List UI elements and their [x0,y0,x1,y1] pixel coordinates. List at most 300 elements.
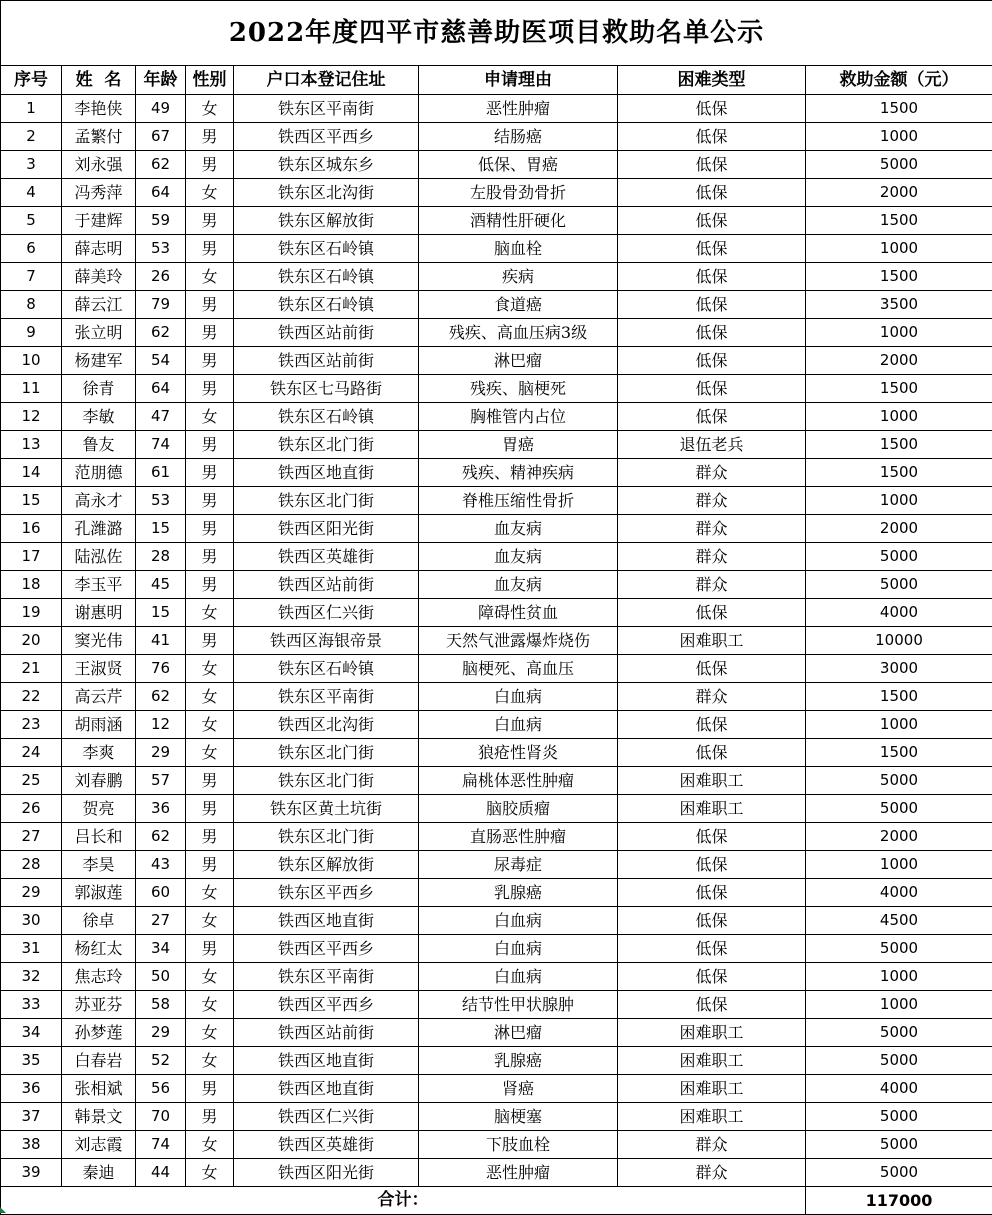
cell-index[interactable]: 39 [1,1159,62,1187]
cell-gender[interactable]: 男 [186,543,234,571]
cell-hardship-type[interactable]: 低保 [618,711,806,739]
cell-name[interactable]: 鲁友 [62,431,136,459]
cell-index[interactable]: 23 [1,711,62,739]
cell-name[interactable]: 范朋德 [62,459,136,487]
cell-hardship-type[interactable]: 低保 [618,263,806,291]
cell-gender[interactable]: 女 [186,599,234,627]
cell-name[interactable]: 刘志霞 [62,1131,136,1159]
cell-index[interactable]: 7 [1,263,62,291]
cell-hardship-type[interactable]: 低保 [618,123,806,151]
cell-hardship-type[interactable]: 困难职工 [618,1047,806,1075]
cell-index[interactable]: 35 [1,1047,62,1075]
cell-age[interactable]: 15 [136,515,186,543]
cell-hardship-type[interactable]: 低保 [618,963,806,991]
cell-hardship-type[interactable]: 低保 [618,347,806,375]
cell-hardship-type[interactable]: 低保 [618,95,806,123]
cell-hardship-type[interactable]: 低保 [618,319,806,347]
cell-amount[interactable]: 1000 [806,487,992,515]
cell-age[interactable]: 62 [136,319,186,347]
cell-name[interactable]: 孙梦莲 [62,1019,136,1047]
cell-reason[interactable]: 脑胶质瘤 [419,795,618,823]
cell-amount[interactable]: 1500 [806,459,992,487]
cell-address[interactable]: 铁东区石岭镇 [234,403,419,431]
cell-reason[interactable]: 疾病 [419,263,618,291]
cell-age[interactable]: 74 [136,1131,186,1159]
cell-amount[interactable]: 5000 [806,1131,992,1159]
cell-age[interactable]: 67 [136,123,186,151]
header-cell-hardship-type[interactable]: 困难类型 [618,66,806,95]
cell-name[interactable]: 王淑贤 [62,655,136,683]
cell-amount[interactable]: 1000 [806,711,992,739]
cell-amount[interactable]: 5000 [806,571,992,599]
cell-name[interactable]: 谢惠明 [62,599,136,627]
cell-reason[interactable]: 脑梗塞 [419,1103,618,1131]
cell-hardship-type[interactable]: 低保 [618,291,806,319]
cell-gender[interactable]: 男 [186,935,234,963]
cell-address[interactable]: 铁西区平西乡 [234,935,419,963]
cell-age[interactable]: 79 [136,291,186,319]
cell-name[interactable]: 杨建军 [62,347,136,375]
cell-address[interactable]: 铁东区石岭镇 [234,655,419,683]
cell-reason[interactable]: 脊椎压缩性骨折 [419,487,618,515]
cell-amount[interactable]: 5000 [806,1159,992,1187]
cell-gender[interactable]: 男 [186,571,234,599]
cell-address[interactable]: 铁东区北门街 [234,823,419,851]
cell-reason[interactable]: 淋巴瘤 [419,1019,618,1047]
cell-name[interactable]: 薛志明 [62,235,136,263]
cell-reason[interactable]: 乳腺癌 [419,879,618,907]
cell-reason[interactable]: 血友病 [419,543,618,571]
cell-reason[interactable]: 白血病 [419,711,618,739]
cell-index[interactable]: 32 [1,963,62,991]
cell-name[interactable]: 薛云江 [62,291,136,319]
cell-hardship-type[interactable]: 群众 [618,459,806,487]
cell-age[interactable]: 49 [136,95,186,123]
cell-gender[interactable]: 男 [186,347,234,375]
cell-name[interactable]: 李敏 [62,403,136,431]
cell-index[interactable]: 4 [1,179,62,207]
cell-address[interactable]: 铁东区石岭镇 [234,263,419,291]
cell-address[interactable]: 铁西区阳光街 [234,515,419,543]
cell-reason[interactable]: 白血病 [419,963,618,991]
cell-name[interactable]: 李昊 [62,851,136,879]
cell-reason[interactable]: 酒精性肝硬化 [419,207,618,235]
cell-address[interactable]: 铁西区英雄街 [234,1131,419,1159]
cell-index[interactable]: 1 [1,95,62,123]
cell-amount[interactable]: 1000 [806,963,992,991]
cell-gender[interactable]: 男 [186,627,234,655]
cell-age[interactable]: 26 [136,263,186,291]
cell-name[interactable]: 郭淑莲 [62,879,136,907]
cell-gender[interactable]: 男 [186,375,234,403]
cell-index[interactable]: 29 [1,879,62,907]
cell-address[interactable]: 铁西区站前街 [234,1019,419,1047]
cell-hardship-type[interactable]: 困难职工 [618,767,806,795]
cell-index[interactable]: 37 [1,1103,62,1131]
header-cell-address[interactable]: 户口本登记住址 [234,66,419,95]
cell-reason[interactable]: 淋巴瘤 [419,347,618,375]
cell-hardship-type[interactable]: 低保 [618,907,806,935]
cell-index[interactable]: 12 [1,403,62,431]
cell-address[interactable]: 铁东区北门街 [234,739,419,767]
cell-index[interactable]: 38 [1,1131,62,1159]
cell-index[interactable]: 19 [1,599,62,627]
cell-amount[interactable]: 1500 [806,431,992,459]
cell-amount[interactable]: 2000 [806,823,992,851]
cell-gender[interactable]: 男 [186,459,234,487]
header-cell-name[interactable]: 姓 名 [62,66,136,95]
cell-index[interactable]: 8 [1,291,62,319]
cell-age[interactable]: 58 [136,991,186,1019]
cell-gender[interactable]: 女 [186,963,234,991]
cell-amount[interactable]: 1500 [806,95,992,123]
cell-name[interactable]: 苏亚芬 [62,991,136,1019]
cell-amount[interactable]: 5000 [806,1019,992,1047]
cell-name[interactable]: 韩景文 [62,1103,136,1131]
cell-address[interactable]: 铁东区北门街 [234,767,419,795]
cell-amount[interactable]: 1000 [806,851,992,879]
cell-age[interactable]: 62 [136,683,186,711]
cell-index[interactable]: 9 [1,319,62,347]
cell-gender[interactable]: 女 [186,1047,234,1075]
cell-age[interactable]: 52 [136,1047,186,1075]
cell-gender[interactable]: 男 [186,795,234,823]
cell-gender[interactable]: 男 [186,515,234,543]
cell-age[interactable]: 44 [136,1159,186,1187]
cell-address[interactable]: 铁西区地直街 [234,459,419,487]
cell-address[interactable]: 铁东区城东乡 [234,151,419,179]
cell-name[interactable]: 张相斌 [62,1075,136,1103]
cell-reason[interactable]: 残疾、脑梗死 [419,375,618,403]
cell-gender[interactable]: 男 [186,319,234,347]
cell-amount[interactable]: 4000 [806,879,992,907]
cell-name[interactable]: 胡雨涵 [62,711,136,739]
cell-hardship-type[interactable]: 低保 [618,935,806,963]
cell-hardship-type[interactable]: 群众 [618,1131,806,1159]
cell-amount[interactable]: 1000 [806,403,992,431]
cell-amount[interactable]: 1500 [806,739,992,767]
cell-reason[interactable]: 乳腺癌 [419,1047,618,1075]
cell-name[interactable]: 陆泓佐 [62,543,136,571]
cell-amount[interactable]: 5000 [806,1103,992,1131]
cell-address[interactable]: 铁东区北门街 [234,431,419,459]
cell-reason[interactable]: 狼疮性肾炎 [419,739,618,767]
cell-gender[interactable]: 男 [186,291,234,319]
cell-amount[interactable]: 4000 [806,599,992,627]
cell-hardship-type[interactable]: 退伍老兵 [618,431,806,459]
cell-gender[interactable]: 男 [186,207,234,235]
cell-address[interactable]: 铁西区仁兴街 [234,1103,419,1131]
cell-reason[interactable]: 障碍性贫血 [419,599,618,627]
cell-index[interactable]: 22 [1,683,62,711]
cell-age[interactable]: 41 [136,627,186,655]
cell-index[interactable]: 14 [1,459,62,487]
cell-amount[interactable]: 5000 [806,151,992,179]
cell-gender[interactable]: 男 [186,823,234,851]
cell-reason[interactable]: 血友病 [419,515,618,543]
cell-name[interactable]: 李爽 [62,739,136,767]
cell-gender[interactable]: 女 [186,711,234,739]
cell-index[interactable]: 6 [1,235,62,263]
cell-hardship-type[interactable]: 低保 [618,879,806,907]
cell-name[interactable]: 冯秀萍 [62,179,136,207]
cell-amount[interactable]: 1500 [806,683,992,711]
cell-name[interactable]: 焦志玲 [62,963,136,991]
cell-amount[interactable]: 5000 [806,1047,992,1075]
cell-name[interactable]: 薛美玲 [62,263,136,291]
cell-reason[interactable]: 天然气泄露爆炸烧伤 [419,627,618,655]
cell-age[interactable]: 29 [136,739,186,767]
cell-address[interactable]: 铁东区平西乡 [234,879,419,907]
cell-gender[interactable]: 男 [186,151,234,179]
cell-gender[interactable]: 男 [186,431,234,459]
cell-index[interactable]: 17 [1,543,62,571]
cell-age[interactable]: 62 [136,823,186,851]
total-label[interactable]: 合计： [1,1187,806,1215]
cell-reason[interactable]: 白血病 [419,907,618,935]
cell-age[interactable]: 56 [136,1075,186,1103]
cell-age[interactable]: 64 [136,179,186,207]
cell-index[interactable]: 28 [1,851,62,879]
header-cell-age[interactable]: 年龄 [136,66,186,95]
cell-amount[interactable]: 1500 [806,375,992,403]
cell-hardship-type[interactable]: 低保 [618,599,806,627]
cell-address[interactable]: 铁东区解放街 [234,207,419,235]
cell-gender[interactable]: 女 [186,907,234,935]
cell-name[interactable]: 贺亮 [62,795,136,823]
cell-amount[interactable]: 3500 [806,291,992,319]
cell-address[interactable]: 铁东区平南街 [234,95,419,123]
cell-reason[interactable]: 白血病 [419,935,618,963]
cell-gender[interactable]: 女 [186,1019,234,1047]
cell-gender[interactable]: 女 [186,655,234,683]
cell-amount[interactable]: 4500 [806,907,992,935]
cell-amount[interactable]: 5000 [806,795,992,823]
cell-index[interactable]: 31 [1,935,62,963]
cell-address[interactable]: 铁西区站前街 [234,347,419,375]
cell-index[interactable]: 16 [1,515,62,543]
cell-hardship-type[interactable]: 低保 [618,235,806,263]
cell-index[interactable]: 27 [1,823,62,851]
cell-name[interactable]: 李艳侠 [62,95,136,123]
cell-amount[interactable]: 2000 [806,347,992,375]
cell-name[interactable]: 张立明 [62,319,136,347]
cell-hardship-type[interactable]: 群众 [618,487,806,515]
cell-hardship-type[interactable]: 困难职工 [618,627,806,655]
cell-index[interactable]: 36 [1,1075,62,1103]
cell-amount[interactable]: 1000 [806,319,992,347]
cell-name[interactable]: 于建辉 [62,207,136,235]
cell-amount[interactable]: 3000 [806,655,992,683]
cell-address[interactable]: 铁东区石岭镇 [234,291,419,319]
cell-age[interactable]: 12 [136,711,186,739]
cell-amount[interactable]: 1000 [806,123,992,151]
cell-hardship-type[interactable]: 困难职工 [618,1019,806,1047]
cell-gender[interactable]: 女 [186,991,234,1019]
cell-address[interactable]: 铁西区仁兴街 [234,599,419,627]
header-cell-reason[interactable]: 申请理由 [419,66,618,95]
cell-address[interactable]: 铁东区平南街 [234,683,419,711]
cell-index[interactable]: 20 [1,627,62,655]
cell-name[interactable]: 徐卓 [62,907,136,935]
cell-amount[interactable]: 2000 [806,515,992,543]
cell-age[interactable]: 47 [136,403,186,431]
cell-name[interactable]: 孟繁付 [62,123,136,151]
cell-name[interactable]: 刘春鹏 [62,767,136,795]
cell-name[interactable]: 孔潍潞 [62,515,136,543]
cell-index[interactable]: 11 [1,375,62,403]
cell-amount[interactable]: 1500 [806,263,992,291]
cell-amount[interactable]: 5000 [806,543,992,571]
cell-gender[interactable]: 女 [186,683,234,711]
cell-age[interactable]: 15 [136,599,186,627]
header-cell-gender[interactable]: 性别 [186,66,234,95]
cell-address[interactable]: 铁东区北沟街 [234,179,419,207]
cell-amount[interactable]: 5000 [806,935,992,963]
cell-name[interactable]: 刘永强 [62,151,136,179]
cell-gender[interactable]: 女 [186,879,234,907]
cell-hardship-type[interactable]: 困难职工 [618,1103,806,1131]
cell-reason[interactable]: 残疾、精神疾病 [419,459,618,487]
cell-reason[interactable]: 白血病 [419,683,618,711]
cell-index[interactable]: 34 [1,1019,62,1047]
cell-age[interactable]: 62 [136,151,186,179]
cell-gender[interactable]: 女 [186,263,234,291]
cell-amount[interactable]: 1000 [806,991,992,1019]
cell-hardship-type[interactable]: 群众 [618,1159,806,1187]
cell-reason[interactable]: 左股骨劲骨折 [419,179,618,207]
cell-address[interactable]: 铁西区平西乡 [234,991,419,1019]
cell-gender[interactable]: 女 [186,1159,234,1187]
cell-hardship-type[interactable]: 低保 [618,823,806,851]
cell-address[interactable]: 铁东区黄土坑街 [234,795,419,823]
cell-name[interactable]: 白春岩 [62,1047,136,1075]
cell-index[interactable]: 21 [1,655,62,683]
cell-reason[interactable]: 恶性肿瘤 [419,95,618,123]
cell-reason[interactable]: 低保、胃癌 [419,151,618,179]
total-amount[interactable]: 117000 [806,1187,992,1215]
cell-address[interactable]: 铁西区地直街 [234,907,419,935]
cell-name[interactable]: 高永才 [62,487,136,515]
cell-reason[interactable]: 脑血栓 [419,235,618,263]
cell-amount[interactable]: 4000 [806,1075,992,1103]
cell-index[interactable]: 33 [1,991,62,1019]
cell-gender[interactable]: 男 [186,487,234,515]
cell-name[interactable]: 李玉平 [62,571,136,599]
cell-name[interactable]: 杨红太 [62,935,136,963]
cell-name[interactable]: 高云芹 [62,683,136,711]
cell-index[interactable]: 18 [1,571,62,599]
cell-hardship-type[interactable]: 低保 [618,655,806,683]
cell-gender[interactable]: 女 [186,179,234,207]
cell-hardship-type[interactable]: 低保 [618,207,806,235]
cell-reason[interactable]: 胸椎管内占位 [419,403,618,431]
cell-reason[interactable]: 恶性肿瘤 [419,1159,618,1187]
cell-age[interactable]: 45 [136,571,186,599]
cell-gender[interactable]: 女 [186,95,234,123]
cell-hardship-type[interactable]: 群众 [618,515,806,543]
cell-address[interactable]: 铁西区海银帝景 [234,627,419,655]
cell-gender[interactable]: 男 [186,1075,234,1103]
cell-address[interactable]: 铁西区站前街 [234,319,419,347]
cell-address[interactable]: 铁西区英雄街 [234,543,419,571]
cell-gender[interactable]: 男 [186,767,234,795]
cell-address[interactable]: 铁东区平南街 [234,963,419,991]
cell-index[interactable]: 2 [1,123,62,151]
cell-age[interactable]: 53 [136,487,186,515]
cell-hardship-type[interactable]: 群众 [618,543,806,571]
cell-address[interactable]: 铁东区北门街 [234,487,419,515]
cell-age[interactable]: 54 [136,347,186,375]
cell-amount[interactable]: 1000 [806,235,992,263]
cell-hardship-type[interactable]: 低保 [618,375,806,403]
cell-index[interactable]: 25 [1,767,62,795]
cell-gender[interactable]: 男 [186,123,234,151]
cell-age[interactable]: 76 [136,655,186,683]
cell-hardship-type[interactable]: 群众 [618,571,806,599]
cell-reason[interactable]: 扁桃体恶性肿瘤 [419,767,618,795]
cell-gender[interactable]: 男 [186,235,234,263]
cell-hardship-type[interactable]: 困难职工 [618,1075,806,1103]
cell-address[interactable]: 铁东区石岭镇 [234,235,419,263]
cell-reason[interactable]: 脑梗死、高血压 [419,655,618,683]
cell-address[interactable]: 铁东区七马路街 [234,375,419,403]
cell-hardship-type[interactable]: 低保 [618,739,806,767]
cell-age[interactable]: 74 [136,431,186,459]
cell-amount[interactable]: 1500 [806,207,992,235]
header-cell-amount[interactable]: 救助金额（元） [806,66,992,95]
cell-age[interactable]: 50 [136,963,186,991]
cell-age[interactable]: 64 [136,375,186,403]
cell-index[interactable]: 10 [1,347,62,375]
cell-age[interactable]: 34 [136,935,186,963]
cell-age[interactable]: 60 [136,879,186,907]
cell-reason[interactable]: 尿毒症 [419,851,618,879]
cell-reason[interactable]: 食道癌 [419,291,618,319]
cell-reason[interactable]: 直肠恶性肿瘤 [419,823,618,851]
cell-index[interactable]: 3 [1,151,62,179]
cell-age[interactable]: 29 [136,1019,186,1047]
cell-age[interactable]: 57 [136,767,186,795]
cell-address[interactable]: 铁西区北沟街 [234,711,419,739]
cell-age[interactable]: 27 [136,907,186,935]
cell-reason[interactable]: 胃癌 [419,431,618,459]
cell-address[interactable]: 铁东区解放街 [234,851,419,879]
cell-address[interactable]: 铁西区地直街 [234,1075,419,1103]
cell-hardship-type[interactable]: 低保 [618,179,806,207]
cell-index[interactable]: 15 [1,487,62,515]
cell-age[interactable]: 59 [136,207,186,235]
cell-hardship-type[interactable]: 困难职工 [618,795,806,823]
cell-index[interactable]: 30 [1,907,62,935]
header-cell-index[interactable]: 序号 [1,66,62,95]
cell-age[interactable]: 28 [136,543,186,571]
cell-name[interactable]: 吕长和 [62,823,136,851]
cell-index[interactable]: 5 [1,207,62,235]
cell-address[interactable]: 铁西区平西乡 [234,123,419,151]
cell-hardship-type[interactable]: 低保 [618,851,806,879]
cell-hardship-type[interactable]: 低保 [618,151,806,179]
cell-address[interactable]: 铁西区站前街 [234,571,419,599]
cell-reason[interactable]: 肾癌 [419,1075,618,1103]
cell-reason[interactable]: 残疾、高血压病3级 [419,319,618,347]
cell-hardship-type[interactable]: 群众 [618,683,806,711]
cell-hardship-type[interactable]: 低保 [618,991,806,1019]
cell-address[interactable]: 铁西区地直街 [234,1047,419,1075]
cell-age[interactable]: 36 [136,795,186,823]
cell-age[interactable]: 53 [136,235,186,263]
cell-age[interactable]: 43 [136,851,186,879]
